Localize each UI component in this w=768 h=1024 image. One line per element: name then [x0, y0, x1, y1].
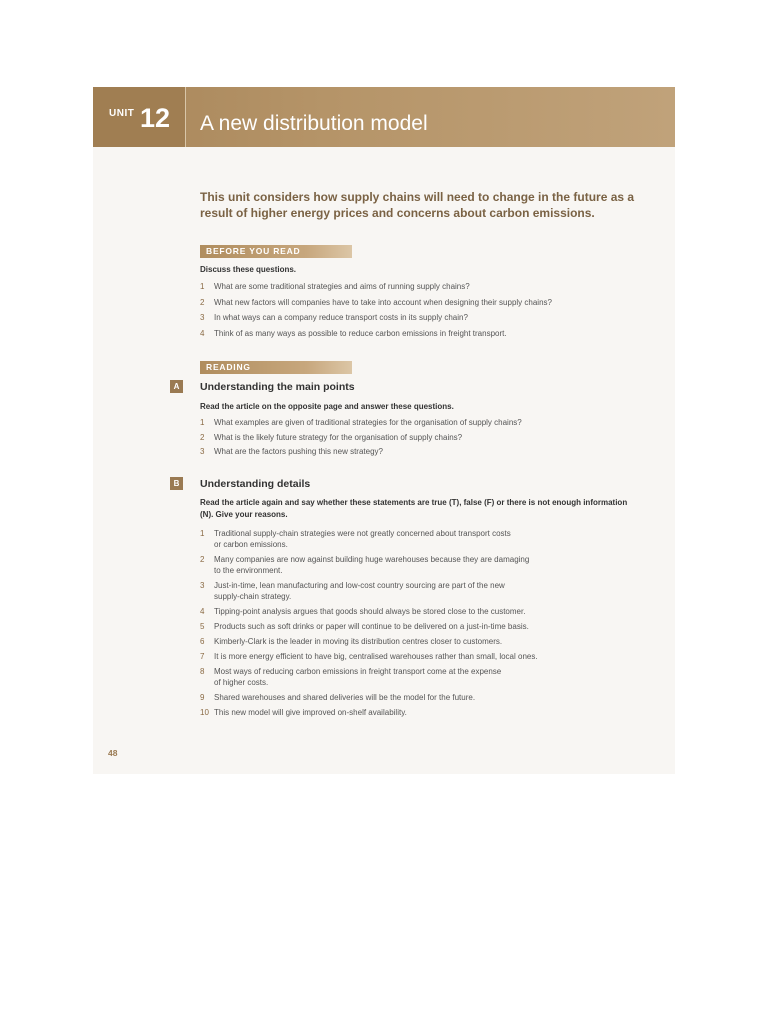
textbook-page	[93, 87, 675, 774]
unit-number: 12	[140, 103, 171, 133]
item-number: 7	[200, 652, 205, 661]
item-number: 9	[200, 693, 205, 702]
item-text: What is the likely future strategy for the organisation of supply chains?	[214, 432, 463, 442]
item-text: Shared warehouses and shared deliveries will be the model for the future.	[214, 693, 476, 702]
list-item	[200, 432, 640, 444]
list-item	[200, 651, 640, 662]
unit-header	[93, 87, 675, 147]
before-you-read-banner: BEFORE YOU READ	[200, 245, 352, 258]
item-number: 1	[200, 418, 205, 427]
list-item	[200, 528, 640, 550]
item-text: What examples are given of traditional strategies for the organisation of supply chains?	[214, 418, 522, 427]
item-text: What are the factors pushing this new strategy?	[214, 447, 383, 456]
list-item	[200, 328, 640, 340]
item-text: Most ways of reducing carbon emissions in freight transport come at the expense	[214, 667, 502, 676]
list-item	[200, 707, 640, 718]
item-text: In what ways can a company reduce transport costs in its supply chain?	[214, 313, 468, 322]
page-number: 48	[108, 748, 118, 758]
item-number: 2	[200, 555, 205, 564]
page-title: A new distribution model	[200, 112, 428, 135]
list-item	[200, 580, 640, 602]
list-item	[200, 666, 640, 688]
item-text: Just-in-time, lean manufacturing and low-cost country sourcing are part of the new	[214, 581, 505, 590]
before-you-read-instruction: Discuss these questions.	[200, 265, 297, 274]
item-text-cont: supply-chain strategy.	[214, 592, 292, 601]
item-number: 6	[200, 637, 205, 646]
item-number: 1	[200, 282, 205, 291]
section-b-statements	[200, 528, 640, 718]
list-item	[200, 606, 640, 617]
item-text: This new model will give improved on-shelf availability.	[214, 708, 407, 717]
item-text: Traditional supply-chain strategies were not greatly concerned about transport costs	[214, 529, 511, 538]
before-you-read-questions	[200, 281, 640, 339]
item-text: What new factors will companies have to take into account when designing their supply chains?	[214, 297, 552, 307]
item-text: It is more energy efficient to have big, centralised warehouses rather than small, local ones.	[214, 652, 538, 661]
item-text-cont: to the environment.	[214, 566, 283, 575]
item-text: What are some traditional strategies and aims of running supply chains?	[214, 282, 470, 291]
list-item	[200, 281, 640, 293]
section-a-heading: Understanding the main points	[200, 381, 355, 393]
unit-badge	[93, 87, 186, 147]
item-text: Think of as many ways as possible to reduce carbon emissions in freight transport.	[214, 328, 507, 338]
item-number: 3	[200, 313, 205, 322]
item-number: 5	[200, 622, 205, 631]
item-number: 4	[200, 607, 205, 616]
section-b-heading: Understanding details	[200, 478, 311, 490]
item-text-cont: of higher costs.	[214, 678, 269, 687]
list-item	[200, 554, 640, 576]
list-item	[200, 446, 640, 458]
item-text: Kimberly-Clark is the leader in moving its distribution centres closer to customers.	[214, 637, 503, 646]
item-number: 4	[200, 328, 205, 338]
item-number: 3	[200, 581, 205, 590]
item-number: 8	[200, 667, 205, 676]
unit-intro: This unit considers how supply chains will need to change in the future as a result of higher energy prices and concerns about carbon emissions.	[200, 190, 635, 220]
item-number: 2	[200, 432, 205, 442]
list-item	[200, 636, 640, 647]
list-item	[200, 692, 640, 703]
list-item	[200, 312, 640, 324]
section-b-marker: B	[170, 477, 183, 490]
list-item	[200, 621, 640, 632]
section-b-instruction: Read the article again and say whether these statements are true (T), false (F) or there is not enough information (N). Give your reasons.	[200, 498, 628, 519]
item-text-cont: or carbon emissions.	[214, 540, 288, 549]
item-text: Many companies are now against building huge warehouses because they are damaging	[214, 555, 530, 564]
list-item	[200, 417, 640, 429]
list-item	[200, 297, 640, 309]
unit-label: UNIT	[109, 108, 135, 119]
section-a-marker: A	[170, 380, 183, 393]
item-number: 3	[200, 447, 205, 456]
item-number: 2	[200, 297, 205, 307]
item-number: 1	[200, 529, 205, 538]
reading-banner: READING	[200, 361, 352, 374]
item-text: Tipping-point analysis argues that goods should always be stored close to the customer.	[214, 607, 526, 616]
item-text: Products such as soft drinks or paper will continue to be delivered on a just-in-time basis.	[214, 622, 529, 631]
section-a-questions	[200, 417, 640, 458]
item-number: 10	[200, 708, 209, 717]
section-a-instruction: Read the article on the opposite page and answer these questions.	[200, 402, 454, 411]
